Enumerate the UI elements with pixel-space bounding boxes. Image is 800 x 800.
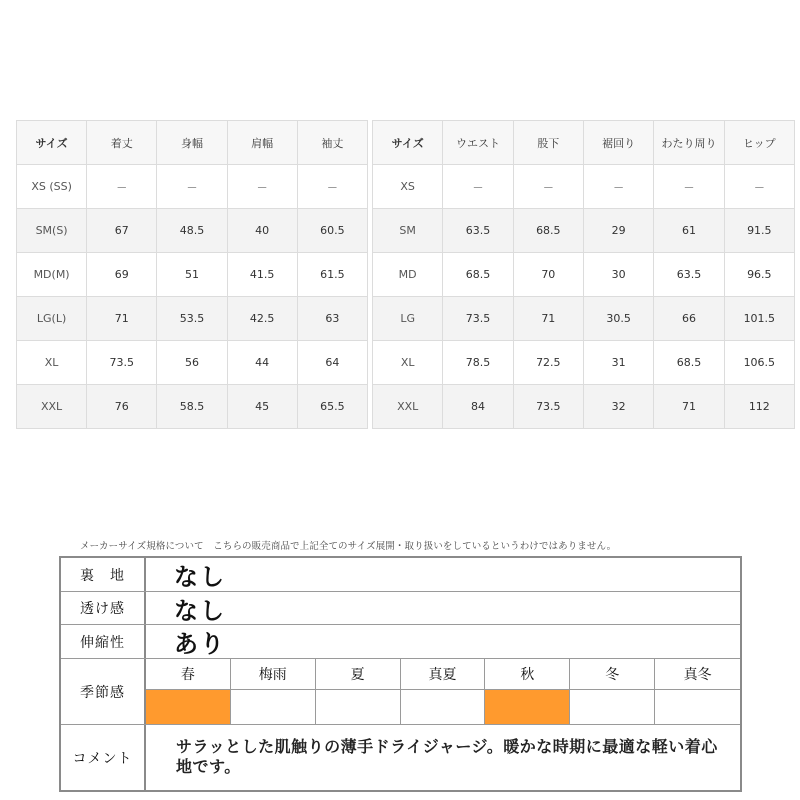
tops-header-row: [17, 121, 368, 165]
bottoms-header-cell: ヒップ: [724, 121, 794, 165]
comment-label: コメント: [61, 725, 146, 790]
bottoms-value-cell: 70: [513, 253, 583, 297]
size-note: メーカーサイズ規格について こちらの販売商品で上記全てのサイズ展開・取り扱いをしているというわけではありません。: [80, 541, 617, 552]
bottoms-value-cell: 31: [583, 341, 653, 385]
tops-value-cell: 56: [157, 341, 227, 385]
stretch-value: あり: [174, 630, 226, 658]
tops-value-cell: 45: [227, 385, 297, 429]
season-row: [61, 659, 740, 725]
bottoms-size-table: [372, 120, 795, 429]
bottoms-value-cell: －: [443, 165, 513, 209]
tops-value-cell: 41.5: [227, 253, 297, 297]
bottoms-value-cell: 30.5: [583, 297, 653, 341]
tops-table-row: [17, 385, 368, 429]
bottoms-value-cell: 29: [583, 209, 653, 253]
bottoms-value-cell: 71: [513, 297, 583, 341]
tops-size-cell: SM(S): [17, 209, 87, 253]
stretch-row: [61, 625, 740, 659]
bottoms-value-cell: 72.5: [513, 341, 583, 385]
season-marker: [316, 690, 401, 724]
bottoms-table-row: [373, 297, 795, 341]
bottoms-size-cell: MD: [373, 253, 443, 297]
tops-value-cell: 53.5: [157, 297, 227, 341]
bottoms-size-cell: XXL: [373, 385, 443, 429]
season-marker-selected: [485, 690, 570, 724]
tops-value-cell: 67: [87, 209, 157, 253]
tops-value-cell: 69: [87, 253, 157, 297]
tops-value-cell: 42.5: [227, 297, 297, 341]
tops-value-cell: 44: [227, 341, 297, 385]
bottoms-header-row: [373, 121, 795, 165]
bottoms-value-cell: 30: [583, 253, 653, 297]
bottoms-table-row: [373, 209, 795, 253]
tops-value-cell: －: [87, 165, 157, 209]
tops-value-cell: －: [227, 165, 297, 209]
bottoms-value-cell: 91.5: [724, 209, 794, 253]
bottoms-value-cell: 68.5: [654, 341, 724, 385]
bottoms-value-cell: 66: [654, 297, 724, 341]
tops-header-cell: サイズ: [17, 121, 87, 165]
bottoms-value-cell: 73.5: [443, 297, 513, 341]
attribute-box: [59, 556, 742, 792]
tops-value-cell: －: [297, 165, 367, 209]
bottoms-value-cell: 61: [654, 209, 724, 253]
lining-label: 裏 地: [61, 558, 146, 591]
tops-value-cell: 71: [87, 297, 157, 341]
tops-table-row: [17, 253, 368, 297]
bottoms-value-cell: －: [513, 165, 583, 209]
tops-size-cell: XXL: [17, 385, 87, 429]
tops-value-cell: 63: [297, 297, 367, 341]
bottoms-size-cell: XS: [373, 165, 443, 209]
tops-table-row: [17, 165, 368, 209]
bottoms-value-cell: －: [583, 165, 653, 209]
season-marker: [401, 690, 486, 724]
tops-value-cell: 40: [227, 209, 297, 253]
tops-size-cell: LG(L): [17, 297, 87, 341]
tops-header-cell: 身幅: [157, 121, 227, 165]
bottoms-header-cell: 股下: [513, 121, 583, 165]
tops-value-cell: 60.5: [297, 209, 367, 253]
bottoms-value-cell: －: [654, 165, 724, 209]
tops-header-cell: 袖丈: [297, 121, 367, 165]
season-marker-selected: [146, 690, 231, 724]
tops-size-table: [16, 120, 368, 429]
bottoms-header-cell: ウエスト: [443, 121, 513, 165]
bottoms-value-cell: 68.5: [443, 253, 513, 297]
season-name: 春: [146, 659, 231, 690]
tops-value-cell: 51: [157, 253, 227, 297]
tops-value-cell: －: [157, 165, 227, 209]
bottoms-table-row: [373, 165, 795, 209]
bottoms-header-cell: 裾回り: [583, 121, 653, 165]
comment-text: サラッとした肌触りの薄手ドライジャージ。暖かな時期に最適な軽い着心地です。: [176, 737, 718, 776]
bottoms-value-cell: 71: [654, 385, 724, 429]
tops-size-cell: MD(M): [17, 253, 87, 297]
tops-header-cell: 肩幅: [227, 121, 297, 165]
bottoms-value-cell: 73.5: [513, 385, 583, 429]
stretch-label: 伸縮性: [61, 625, 146, 658]
tops-value-cell: 64: [297, 341, 367, 385]
tops-header-cell: 着丈: [87, 121, 157, 165]
bottoms-value-cell: 68.5: [513, 209, 583, 253]
tops-value-cell: 58.5: [157, 385, 227, 429]
season-marker: [231, 690, 316, 724]
tops-table-row: [17, 341, 368, 385]
tops-size-cell: XS (SS): [17, 165, 87, 209]
bottoms-value-cell: 96.5: [724, 253, 794, 297]
season-marker: [570, 690, 655, 724]
bottoms-header-cell: わたり周り: [654, 121, 724, 165]
bottoms-value-cell: 63.5: [443, 209, 513, 253]
season-grid: [146, 659, 740, 724]
tops-table-row: [17, 209, 368, 253]
bottoms-value-cell: 78.5: [443, 341, 513, 385]
season-name: 真夏: [401, 659, 486, 690]
season-marker: [655, 690, 740, 724]
season-name: 真冬: [655, 659, 740, 690]
bottoms-value-cell: 106.5: [724, 341, 794, 385]
season-name: 夏: [316, 659, 401, 690]
comment-row: [61, 725, 740, 790]
bottoms-size-cell: XL: [373, 341, 443, 385]
bottoms-value-cell: 112: [724, 385, 794, 429]
bottoms-value-cell: 101.5: [724, 297, 794, 341]
bottoms-size-cell: LG: [373, 297, 443, 341]
tops-value-cell: 48.5: [157, 209, 227, 253]
tops-value-cell: 76: [87, 385, 157, 429]
transparency-row: [61, 592, 740, 625]
bottoms-value-cell: 84: [443, 385, 513, 429]
bottoms-header-cell: サイズ: [373, 121, 443, 165]
tops-size-cell: XL: [17, 341, 87, 385]
season-name: 秋: [485, 659, 570, 690]
season-name: 梅雨: [231, 659, 316, 690]
lining-value: なし: [174, 563, 226, 591]
tops-value-cell: 61.5: [297, 253, 367, 297]
transparency-label: 透け感: [61, 592, 146, 624]
season-label: 季節感: [61, 659, 146, 724]
bottoms-table-row: [373, 253, 795, 297]
bottoms-value-cell: 32: [583, 385, 653, 429]
bottoms-table-row: [373, 341, 795, 385]
transparency-value: なし: [174, 596, 226, 625]
tops-value-cell: 73.5: [87, 341, 157, 385]
tops-value-cell: 65.5: [297, 385, 367, 429]
lining-row: [61, 558, 740, 592]
tops-table-row: [17, 297, 368, 341]
bottoms-value-cell: －: [724, 165, 794, 209]
season-name: 冬: [570, 659, 655, 690]
bottoms-table-row: [373, 385, 795, 429]
bottoms-size-cell: SM: [373, 209, 443, 253]
bottoms-value-cell: 63.5: [654, 253, 724, 297]
